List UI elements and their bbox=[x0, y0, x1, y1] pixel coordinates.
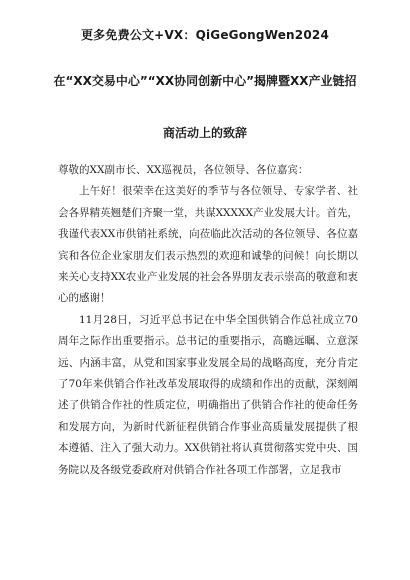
document-title-line-1: 在“XX交易中心”“XX协同创新中心”揭牌暨XX产业链招 bbox=[53, 74, 357, 88]
salutation-paragraph: 尊敬的XX副市长、XX巡视员，各位领导、各位嘉宾： bbox=[58, 164, 309, 176]
header-note: 更多免费公文+VX：QiGeGongWen2024 bbox=[80, 28, 329, 42]
document-title-line-2: 商活动上的致辞 bbox=[162, 126, 247, 140]
document-body bbox=[58, 160, 358, 481]
body-paragraph-1: 上午好！很荣幸在这美好的季节与各位领导、专家学者、社会各界精英翘楚们齐聚一堂，共谋XXXXX产业发展大计。首先，我谨代表XX市供销社系统，向莅临此次活动的各位领导、各位嘉宾和各位企业家朋友们表示热烈的欢迎和诚挚的问候！向长期以来关心支持XX农业产业发展的社会各界朋友表示崇高的敬意和衷心的感谢！ bbox=[58, 185, 358, 305]
body-paragraph-2: 11月28日，习近平总书记在中华全国供销合作总社成立70周年之际作出重要指示。总书记的重要指示，高瞻远瞩、立意深远、内涵丰富，从党和国家事业发展全局的战略高度，充分肯定了70年来供销合作社改革发展取得的成绩和作出的贡献，深刻阐述了供销合作社的性质定位，明确指出了供销合作社的使命任务和发展方向，为新时代新征程供销合作事业高质量发展提供了根本遵循、注入了强大动力。XX供销社将认真贯彻落实党中央、国务院以及各级党委政府对供销合作社各项工作部署，立足我市 bbox=[58, 313, 358, 476]
